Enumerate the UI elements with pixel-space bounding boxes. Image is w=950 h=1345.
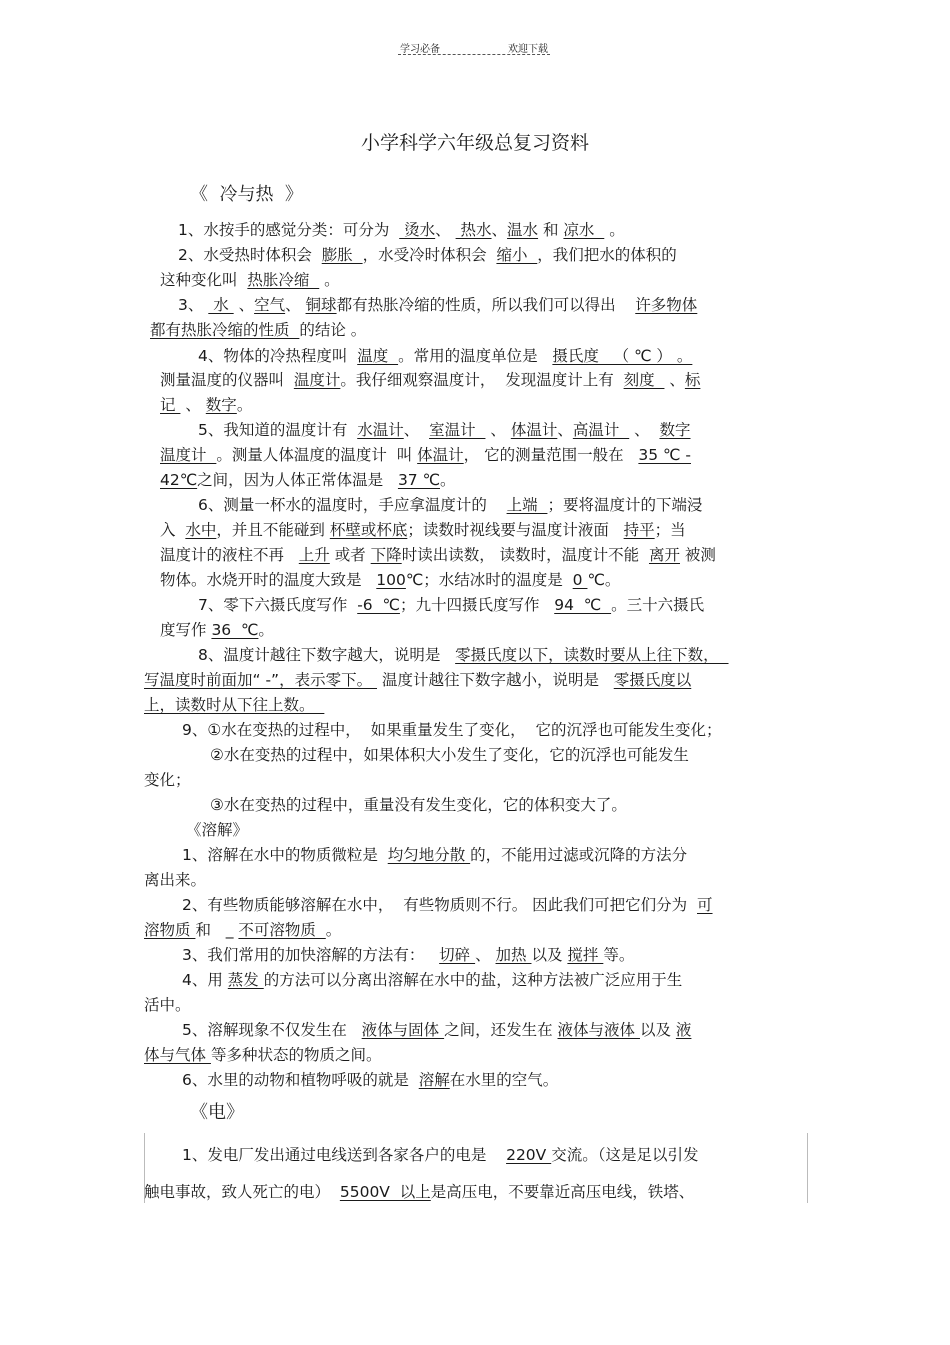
answer-blank: 94 ℃ xyxy=(554,596,612,614)
answer-blank: 36 ℃ xyxy=(211,621,259,639)
line-text: 9、①水在变热的过程中， 如果重量发生了变化， 它的沉浮也可能发生变化； xyxy=(182,721,722,739)
answer-blank: 水中 xyxy=(185,521,217,539)
answer-blank: 标 xyxy=(684,371,701,389)
line-text: 7、零下六摄氏度写作 xyxy=(198,596,358,614)
page-header xyxy=(398,36,550,55)
text-line xyxy=(160,520,686,540)
text-line xyxy=(182,720,721,740)
line-text: 以及 xyxy=(639,1021,676,1039)
answer-blank: 持平 xyxy=(623,521,655,539)
answer-blank: 都有热胀冷缩的性质 xyxy=(150,321,300,339)
line-text: 、 xyxy=(180,396,206,414)
line-text: ℃；水结冰时的温度是 xyxy=(405,571,573,589)
line-text: 、 xyxy=(435,221,456,239)
text-line xyxy=(198,595,704,615)
line-text: 。常用的温度单位是 xyxy=(398,347,553,365)
text-line xyxy=(178,245,677,265)
line-text: 。 xyxy=(236,396,253,414)
answer-blank: -6 ℃ xyxy=(357,596,400,614)
line-text: 离出来。 xyxy=(144,871,207,889)
line-text: 、 xyxy=(664,371,685,389)
line-text: 或者 xyxy=(329,546,371,564)
answer-blank: 室温计 xyxy=(429,421,486,439)
text-line xyxy=(198,346,692,366)
line-text: 6、测量一杯水的温度时，手应拿温度计的 xyxy=(198,496,507,514)
line-text: 的结论 。 xyxy=(299,321,367,339)
text-line xyxy=(144,1045,381,1065)
line-text: 8、温度计越往下数字越大，说明是 xyxy=(198,646,456,664)
line-text: ；当 xyxy=(654,521,686,539)
line-text: 1、水按手的感觉分类：可分为 xyxy=(178,221,400,239)
answer-blank: 37 ℃ xyxy=(397,471,440,489)
answer-blank: 数字 xyxy=(659,421,691,439)
line-text: 都有热胀冷缩的性质，所以我们可以得出 xyxy=(336,296,636,314)
line-text: 。 xyxy=(258,621,274,639)
text-line xyxy=(198,495,702,515)
line-text: 、 xyxy=(233,296,255,314)
answer-blank: 液体与液体 xyxy=(557,1021,640,1039)
line-text: ℃。 xyxy=(587,571,621,589)
line-text: 。 xyxy=(604,221,625,239)
answer-blank: 加热 xyxy=(495,946,532,964)
line-text: 的方法可以分离出溶解在水中的盐，这种方法被广泛应用于生 xyxy=(263,971,683,989)
line-text: 之间，还发生在 xyxy=(444,1021,558,1039)
line-text: 2、水受热时体积会 xyxy=(178,246,322,264)
text-line xyxy=(160,570,620,590)
answer-blank: 35 ℃ - xyxy=(638,446,691,464)
answer-blank: 热水 xyxy=(455,221,492,239)
text-line xyxy=(160,445,691,465)
answer-blank: 水 xyxy=(208,296,234,314)
section-heading-electricity: 《电》 xyxy=(190,1102,244,1123)
answer-blank: 膨胀 xyxy=(321,246,363,264)
text-line xyxy=(160,545,716,565)
line-text: 。我仔细观察温度计， 发现温度计上有 xyxy=(340,371,624,389)
line-text: 温度计越往下数字越小，说明是 xyxy=(377,671,614,689)
text-line xyxy=(198,420,691,440)
text-line xyxy=(160,370,700,390)
line-text: 温度计的液柱不再 xyxy=(160,546,299,564)
line-text: 被测 xyxy=(680,546,716,564)
line-text: ③水在变热的过程中，重量没有发生变化，它的体积变大了。 xyxy=(210,796,627,814)
line-text: ；九十四摄氏度写作 xyxy=(399,596,555,614)
answer-blank: 离开 xyxy=(648,546,680,564)
answer-blank: 体与气体 xyxy=(144,1046,211,1064)
line-text: 、 xyxy=(485,421,511,439)
answer-blank: 温水 xyxy=(507,221,539,239)
line-text: 4、用 xyxy=(182,971,228,989)
answer-blank: 上升 xyxy=(298,546,330,564)
line-text: 、 xyxy=(285,296,306,314)
answer-blank: 水温计 xyxy=(357,421,404,439)
answer-blank: 高温计 xyxy=(572,421,630,439)
line-text: 3、我们常用的加快溶解的方法有： xyxy=(182,946,440,964)
text-line xyxy=(182,970,682,990)
answer-blank: 5500V 以上 xyxy=(339,1183,431,1201)
answer-blank: 缩小 xyxy=(496,246,538,264)
answer-blank: 220V xyxy=(506,1146,552,1164)
text-line xyxy=(144,1182,694,1202)
text-line xyxy=(144,995,191,1015)
text-line xyxy=(144,695,324,715)
line-text: 1、溶解在水中的物质微粒是 xyxy=(182,846,388,864)
line-text: 变化； xyxy=(144,771,191,789)
answer-blank: 零摄氏度以 xyxy=(613,671,692,689)
line-text: ，我们把水的体积的 xyxy=(537,246,677,264)
answer-blank: 下降 xyxy=(370,546,402,564)
line-text: 、 xyxy=(403,421,430,439)
line-text: 。 xyxy=(325,921,342,939)
line-text: 和 xyxy=(538,221,564,239)
answer-blank: 凉水 xyxy=(563,221,605,239)
line-text: 5、溶解现象不仅发生在 xyxy=(182,1021,362,1039)
line-text: 5、我知道的温度计有 xyxy=(198,421,358,439)
answer-blank: 体温计 xyxy=(510,421,558,439)
line-text: 、 xyxy=(475,946,496,964)
answer-blank: 写温度时前面加“ -”，表示零下。 xyxy=(144,671,378,689)
text-line xyxy=(144,770,191,790)
line-text: 。三十六摄氏 xyxy=(611,596,705,614)
line-text: 触电事故，致人死亡的电） xyxy=(144,1183,340,1201)
answer-blank: 温度计 xyxy=(160,446,217,464)
answer-blank: 溶物质 xyxy=(144,921,196,939)
answer-blank: 上端 xyxy=(506,496,548,514)
text-line xyxy=(160,470,456,490)
line-text: 。 xyxy=(319,271,340,289)
header-right-text: 欢迎下载 xyxy=(508,44,548,55)
answer-blank: 杯壁或杯底 xyxy=(329,521,408,539)
line-text: 3、 xyxy=(178,296,209,314)
line-text: ， 它的测量范围一般在 xyxy=(463,446,639,464)
line-text: 度写作 xyxy=(160,621,212,639)
section-heading-cold-heat: 《 冷与热 》 xyxy=(190,184,303,205)
answer-blank: 铜球 xyxy=(305,296,337,314)
answer-blank: 记 xyxy=(160,396,181,414)
answer-blank: 0 xyxy=(572,571,588,589)
text-line xyxy=(144,670,691,690)
text-line xyxy=(198,645,729,665)
line-text: 入 xyxy=(160,521,186,539)
text-line xyxy=(182,945,634,965)
line-text: 。测量人体温度的温度计 叫 xyxy=(216,446,418,464)
text-line xyxy=(160,395,252,415)
document-title: 小学科学六年级总复习资料 xyxy=(360,132,589,154)
text-line xyxy=(160,270,340,290)
text-line xyxy=(182,895,713,915)
text-line xyxy=(144,870,206,890)
section-heading-dissolve: 《溶解》 xyxy=(186,821,249,839)
answer-blank: 体温计 xyxy=(417,446,464,464)
text-line xyxy=(144,920,341,940)
text-line xyxy=(182,845,687,865)
answer-blank: 42℃ xyxy=(160,471,198,489)
answer-blank: 许多物体 xyxy=(635,296,698,314)
answer-blank: 100 xyxy=(376,571,406,589)
text-line xyxy=(178,295,697,315)
text-line xyxy=(182,1020,691,1040)
line-text: ；读数时视线要与温度计液面 xyxy=(407,521,624,539)
line-text: 4、物体的冷热程度叫 xyxy=(198,347,358,365)
answer-blank: 液体与固体 xyxy=(361,1021,445,1039)
line-text: 、 xyxy=(557,421,573,439)
text-line xyxy=(150,320,366,340)
answer-blank: 溶解 xyxy=(418,1071,450,1089)
line-text: 活中。 xyxy=(144,996,191,1014)
answer-blank: 温度计 xyxy=(293,371,341,389)
text-line xyxy=(160,620,274,640)
text-line xyxy=(182,1145,698,1165)
line-text: 等。 xyxy=(603,946,635,964)
line-text: ；要将温度计的下端浸 xyxy=(547,496,703,514)
line-text: 交流。（这是足以引发 xyxy=(551,1146,699,1164)
line-text: ，水受冷时体积会 xyxy=(362,246,497,264)
line-text: 这种变化叫 xyxy=(160,271,248,289)
answer-blank: 零摄氏度以下，读数时要从上往下数， xyxy=(455,646,729,664)
answer-blank: 摄氏度 （ ℃ ） 。 xyxy=(552,347,693,365)
answer-blank: 上，读数时从下往上数。 xyxy=(144,696,325,714)
answer-blank: 搅拌 xyxy=(567,946,604,964)
line-text: 之间，因为人体正常体温是 xyxy=(197,471,398,489)
line-text: 、 xyxy=(629,421,660,439)
answer-blank: 数字 xyxy=(205,396,237,414)
answer-blank: 蒸发 xyxy=(227,971,264,989)
answer-blank: 烫水 xyxy=(399,221,436,239)
line-text: 时读出读数， 读数时，温度计不能 xyxy=(401,546,649,564)
answer-blank: 可 xyxy=(697,896,713,914)
line-text: 和 _ xyxy=(195,921,239,939)
line-text: 的，不能用过滤或沉降的方法分 xyxy=(470,846,688,864)
line-text: 是高压电，不要靠近高压电线，铁塔、 xyxy=(430,1183,695,1201)
line-text: 物体。水烧开时的温度大致是 xyxy=(160,571,377,589)
text-line xyxy=(210,795,627,815)
answer-blank: 均匀地分散 xyxy=(387,846,471,864)
answer-blank: 温度 xyxy=(357,347,399,365)
answer-blank: 刻度 xyxy=(623,371,665,389)
text-line xyxy=(182,1070,558,1090)
line-text: 、 xyxy=(491,221,508,239)
answer-blank: 液 xyxy=(675,1021,692,1039)
line-text: 1、发电厂发出通过电线送到各家各户的电是 xyxy=(182,1146,507,1164)
line-text: 以及 xyxy=(531,946,568,964)
line-text: ②水在变热的过程中，如果体积大小发生了变化，它的沉浮也可能发生 xyxy=(210,746,689,764)
answer-blank: 热胀冷缩 xyxy=(247,271,320,289)
line-text: 在水里的空气。 xyxy=(449,1071,559,1089)
line-text: 等多种状态的物质之间。 xyxy=(210,1046,382,1064)
answer-blank: 切碎 xyxy=(439,946,476,964)
text-line xyxy=(178,220,625,240)
line-text: 。 xyxy=(440,471,456,489)
line-text: ，并且不能碰到 xyxy=(216,521,330,539)
line-text: 2、有些物质能够溶解在水中， 有些物质则不行。 因此我们可把它们分为 xyxy=(182,896,697,914)
answer-blank: 空气 xyxy=(254,296,286,314)
answer-blank: 不可溶物质 xyxy=(238,921,326,939)
text-line xyxy=(210,745,689,765)
header-left-text: 学习必备 xyxy=(400,44,440,55)
line-text: 6、水里的动物和植物呼吸的就是 xyxy=(182,1071,419,1089)
line-text: 测量温度的仪器叫 xyxy=(160,371,294,389)
